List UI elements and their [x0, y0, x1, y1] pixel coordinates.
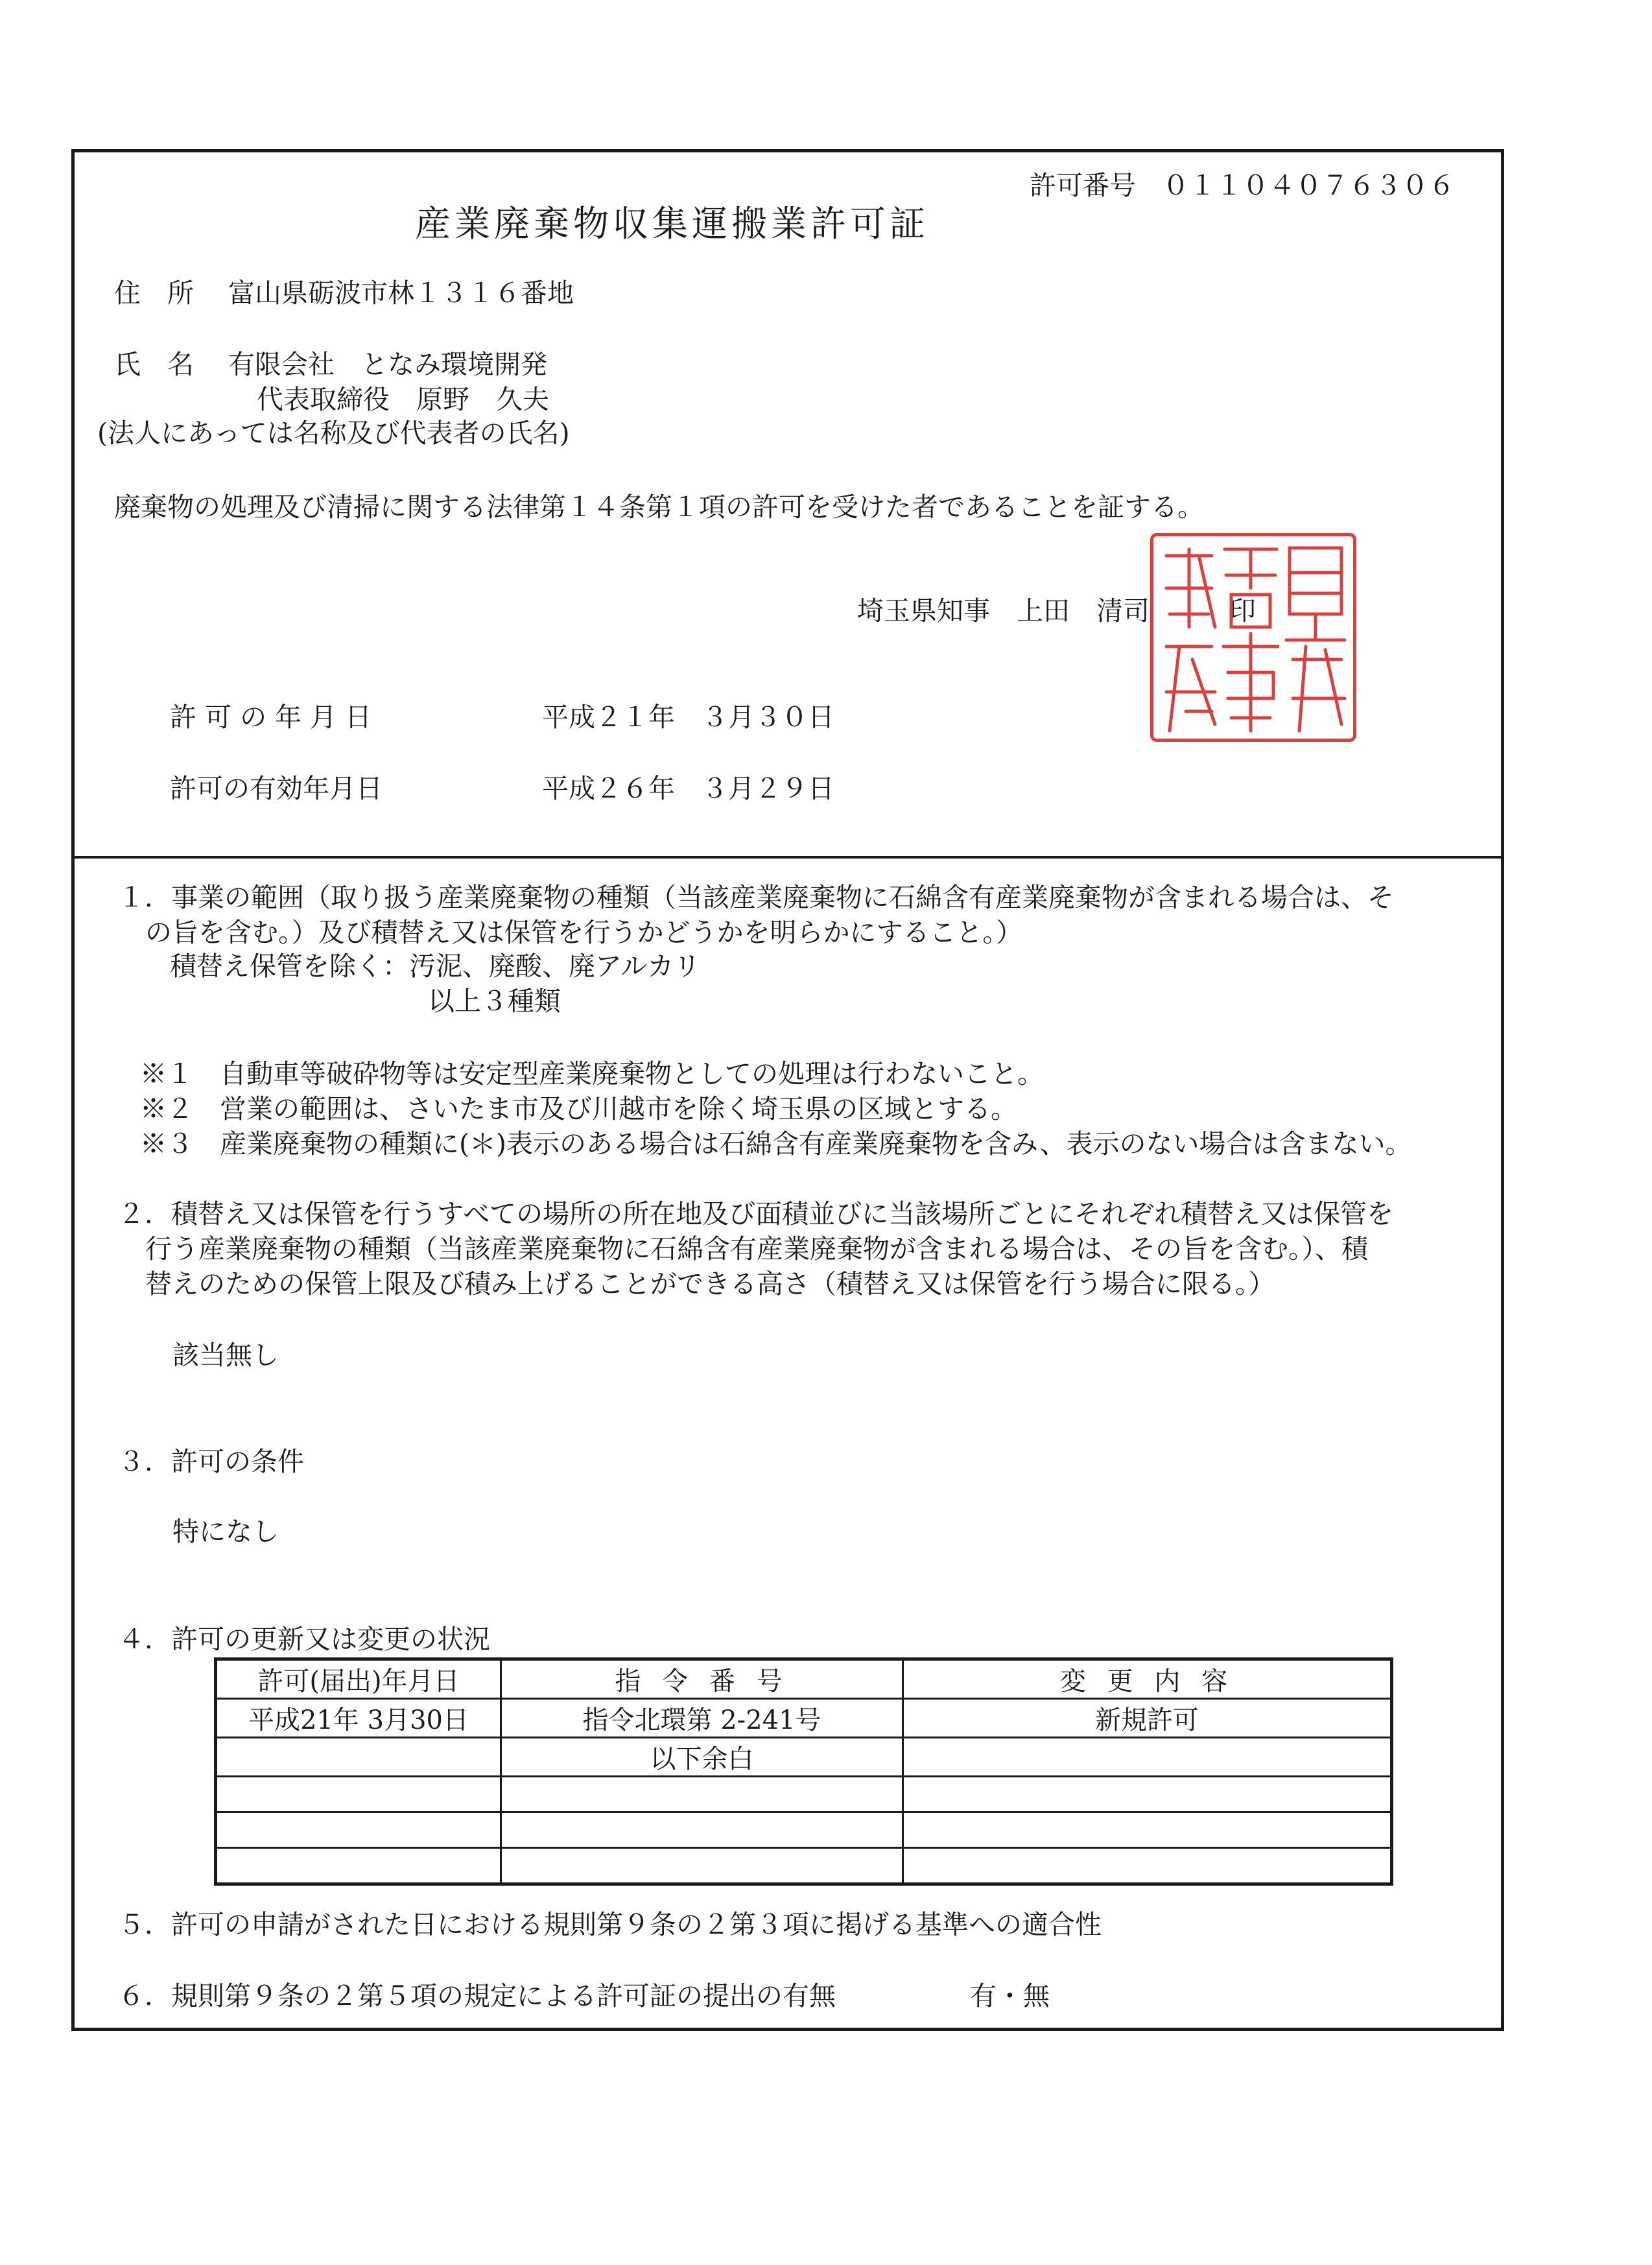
table-cell	[501, 1777, 903, 1812]
table-row	[216, 1699, 1392, 1738]
address-value: 富山県砺波市林１３１６番地	[228, 278, 574, 309]
table-cell: 以下余白	[501, 1738, 903, 1777]
table-cell	[216, 1848, 501, 1884]
representative-name: 代表取締役 原野 久夫	[257, 384, 549, 415]
issuer: 埼玉県知事 上田 清司 印	[857, 595, 1256, 626]
table-cell	[216, 1812, 501, 1848]
table-row	[216, 1812, 1392, 1848]
table-cell: 新規許可	[903, 1699, 1392, 1738]
expiry-date-value: 平成２６年 ３月２９日	[542, 773, 834, 804]
table-header-row	[216, 1659, 1392, 1699]
expiry-date-label: 許可の有効年月日	[170, 773, 383, 804]
table-row	[216, 1777, 1392, 1812]
section2-answer: 該当無し	[172, 1340, 279, 1371]
section1-note3: ※３ 産業廃棄物の種類に(＊)表示のある場合は石綿含有産業廃棄物を含み、表示のない場合は含まない。	[140, 1128, 1412, 1159]
section3-heading: ３．許可の条件	[118, 1446, 304, 1477]
company-name: 有限会社 となみ環境開発	[228, 349, 547, 380]
permit-history-table	[214, 1657, 1393, 1886]
section1-line2: の旨を含む。）及び積替え又は保管を行うかどうかを明らかにすること。）	[145, 917, 1022, 948]
name-label: 氏 名	[114, 349, 194, 380]
section1-count: 以上３種類	[428, 986, 561, 1017]
table-row	[216, 1738, 1392, 1777]
name-note: (法人にあっては名称及び代表者の氏名)	[97, 418, 570, 449]
table-row	[216, 1848, 1392, 1884]
table-cell	[216, 1777, 501, 1812]
permit-number: 許可番号 ０１１０４０７６３０６	[1030, 170, 1455, 201]
table-cell	[216, 1738, 501, 1777]
official-seal	[1150, 533, 1356, 742]
certification-statement: 廃棄物の処理及び清掃に関する法律第１４条第１項の許可を受けた者であることを証する。	[114, 492, 1204, 523]
table-cell	[501, 1848, 903, 1884]
section4-heading: ４．許可の更新又は変更の状況	[118, 1624, 490, 1655]
section2-line3: 替えのための保管上限及び積み上げることができる高さ（積替え又は保管を行う場合に限る。）	[145, 1268, 1275, 1299]
section6-value: 有・無	[970, 1980, 1050, 2011]
section-divider	[71, 856, 1504, 859]
table-cell	[903, 1777, 1392, 1812]
permit-date-label: 許 可 の 年 月 日	[170, 702, 372, 733]
table-cell	[903, 1848, 1392, 1884]
section1-waste-types: 積替え保管を除く：汚泥、廃酸、廃アルカリ	[170, 951, 701, 982]
section2-line1: ２．積替え又は保管を行うすべての場所の所在地及び面積並びに当該場所ごとにそれぞれ積替え又は保管を	[118, 1198, 1394, 1229]
table-cell: 平成21年 3月30日	[216, 1699, 501, 1738]
address-label: 住 所	[114, 278, 194, 309]
column-header: 指 令 番 号	[501, 1659, 903, 1699]
section1-note1: ※１ 自動車等破砕物等は安定型産業廃棄物としての処理は行わないこと。	[140, 1058, 1044, 1089]
section1-note2: ※２ 営業の範囲は、さいたま市及び川越市を除く埼玉県の区域とする。	[140, 1093, 1017, 1124]
document-title: 産業廃棄物収集運搬業許可証	[415, 203, 930, 244]
section6-text: ６．規則第９条の２第５項の規定による許可証の提出の有無	[118, 1980, 836, 2011]
section2-line2: 行う産業廃棄物の種類（当該産業廃棄物に石綿含有産業廃棄物が含まれる場合は、その旨を含む。）、積	[145, 1233, 1368, 1264]
section5-text: ５．許可の申請がされた日における規則第９条の２第３項に掲げる基準への適合性	[118, 1909, 1102, 1940]
table-cell: 指令北環第 2-241号	[501, 1699, 903, 1738]
table-cell	[903, 1738, 1392, 1777]
column-header: 許可(届出)年月日	[216, 1659, 501, 1699]
table-cell	[501, 1812, 903, 1848]
section3-answer: 特になし	[172, 1516, 279, 1547]
section1-line1: １．事業の範囲（取り扱う産業廃棄物の種類（当該産業廃棄物に石綿含有産業廃棄物が含まれる場合は、そ	[118, 882, 1394, 913]
permit-date-value: 平成２１年 ３月３０日	[542, 702, 834, 733]
column-header: 変 更 内 容	[903, 1659, 1392, 1699]
table-cell	[903, 1812, 1392, 1848]
